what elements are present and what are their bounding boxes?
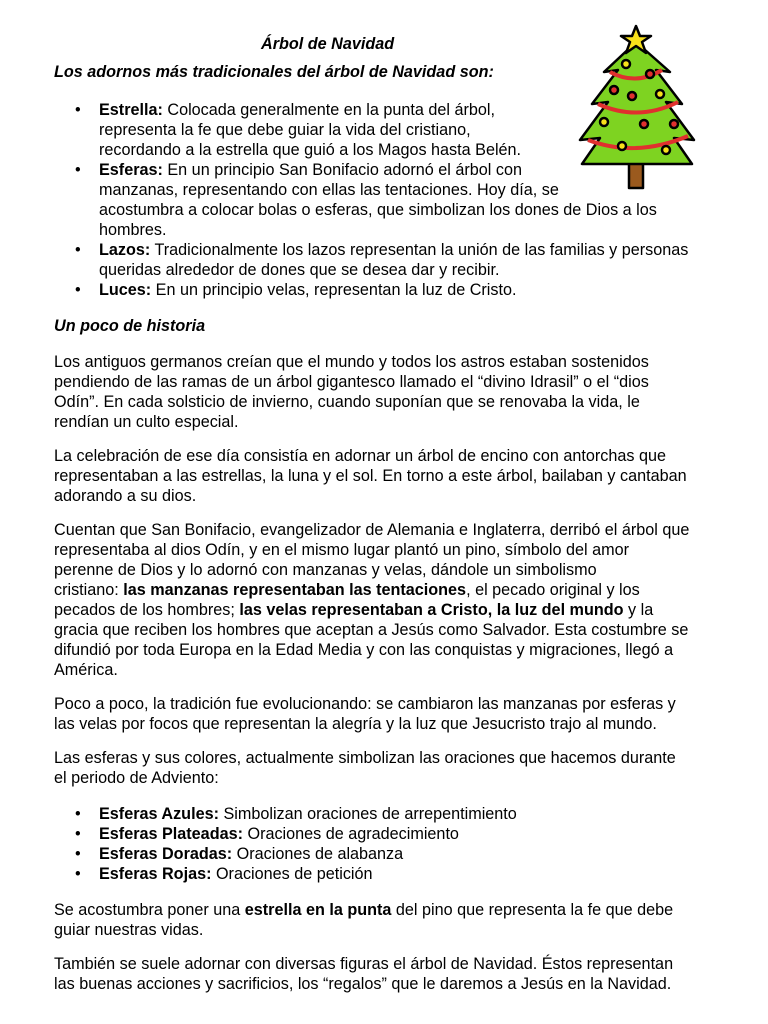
paragraph-text: y la: [623, 601, 654, 619]
adorno-text: Tradicionalmente los lazos representan la unión de las familias y personas: [150, 241, 689, 259]
list-item: [54, 100, 724, 160]
list-item: [54, 280, 724, 300]
paragraph-bonifacio: [54, 520, 724, 680]
paragraph-line: rendían un culto especial.: [54, 413, 239, 431]
document-title: Árbol de Navidad: [261, 35, 395, 53]
paragraph-figuras: [54, 954, 724, 994]
list-item: [54, 160, 724, 240]
esfera-text: Oraciones de agradecimiento: [242, 825, 459, 843]
adorno-text: queridas alrededor de dones que se desea dar y recibir.: [99, 261, 500, 279]
adorno-label: Lazos:: [99, 241, 151, 259]
adorno-text: acostumbra a colocar bolas o esferas, que simbolizan los dones de Dios a los: [99, 201, 657, 219]
adornos-heading: Los adornos más tradicionales del árbol de Navidad son:: [54, 63, 494, 81]
adorno-label: Esferas:: [99, 161, 163, 179]
paragraph-text: , el pecado original y los: [466, 581, 640, 599]
paragraph-celebracion: [54, 446, 724, 506]
esfera-label: Esferas Azules:: [99, 805, 219, 823]
adorno-text: En un principio velas, representan la luz de Cristo.: [151, 281, 517, 299]
paragraph-line: pendiendo de las ramas de un árbol gigantesco llamado el “divino Idrasil” o el “dios: [54, 373, 649, 391]
list-item: [54, 240, 724, 280]
document-body: [54, 34, 724, 994]
paragraph-line: guiar nuestras vidas.: [54, 921, 204, 939]
esfera-text: Oraciones de alabanza: [232, 845, 404, 863]
historia-heading: Un poco de historia: [54, 317, 206, 335]
adorno-label: Luces:: [99, 281, 152, 299]
paragraph-line: difundió por toda Europa en la Edad Media y con las conquistas y migraciones, llegó a: [54, 641, 674, 659]
esfera-label: Esferas Doradas:: [99, 845, 233, 863]
adorno-text: hombres.: [99, 221, 167, 239]
paragraph-line: perenne de Dios y lo adornó con manzanas y velas, dándole un simbolismo: [54, 561, 597, 579]
list-item: [54, 824, 724, 844]
paragraph-text: pecados de los hombres;: [54, 601, 240, 619]
adornos-list: [54, 100, 724, 300]
paragraph-line: las velas por focos que representan la alegría y la luz que Jesucristo trajo al mundo.: [54, 715, 657, 733]
paragraph-line: Odín”. En cada solsticio de invierno, cuando suponían que se renovaba la vida, le: [54, 393, 640, 411]
adorno-text: Colocada generalmente en la punta del árbol,: [162, 101, 495, 119]
adorno-text: representa la fe que debe guiar la vida del cristiano,: [99, 121, 471, 139]
paragraph-line: representaba al dios Odín, y en el mismo lugar plantó un pino, símbolo del amor: [54, 541, 629, 559]
paragraph-line: También se suele adornar con diversas figuras el árbol de Navidad. Éstos representan: [54, 955, 674, 973]
bold-phrase: las velas representaban a Cristo, la luz del mundo: [239, 601, 624, 619]
paragraph-esferas-intro: [54, 748, 724, 788]
paragraph-evolucion: [54, 694, 724, 734]
bold-phrase: estrella en la punta: [244, 901, 392, 919]
paragraph-line: Las esferas y sus colores, actualmente simbolizan las oraciones que hacemos durante: [54, 749, 676, 767]
paragraph-germanos: [54, 352, 724, 432]
adorno-text: En un principio San Bonifacio adornó el árbol con: [162, 161, 522, 179]
paragraph-estrella: [54, 900, 724, 940]
adorno-text: manzanas, representando con ellas las tentaciones. Hoy día, se: [99, 181, 559, 199]
paragraph-line: el periodo de Adviento:: [54, 769, 219, 787]
paragraph-line: Cuentan que San Bonifacio, evangelizador de Alemania e Inglaterra, derribó el árbol que: [54, 521, 690, 539]
list-item: [54, 804, 724, 824]
paragraph-line: La celebración de ese día consistía en adornar un árbol de encino con antorchas que: [54, 447, 666, 465]
paragraph-line: Los antiguos germanos creían que el mundo y todos los astros estaban sostenidos: [54, 353, 649, 371]
paragraph-line: adorando a su dios.: [54, 487, 197, 505]
list-item: [54, 844, 724, 864]
esfera-label: Esferas Plateadas:: [99, 825, 243, 843]
list-item: [54, 864, 724, 884]
esferas-list: [54, 804, 724, 884]
paragraph-line: Poco a poco, la tradición fue evolucionando: se cambiaron las manzanas por esferas y: [54, 695, 676, 713]
paragraph-text: Se acostumbra poner una: [54, 901, 245, 919]
adorno-text: recordando a la estrella que guió a los Magos hasta Belén.: [99, 141, 522, 159]
bold-phrase: las manzanas representaban las tentaciones: [123, 581, 467, 599]
paragraph-text: del pino que representa la fe que debe: [391, 901, 674, 919]
adorno-label: Estrella:: [99, 101, 163, 119]
esfera-text: Oraciones de petición: [211, 865, 373, 883]
esfera-text: Simbolizan oraciones de arrepentimiento: [218, 805, 517, 823]
paragraph-line: América.: [54, 661, 118, 679]
paragraph-line: representaban a las estrellas, la luna y el sol. En torno a este árbol, bailaban y cantaban: [54, 467, 687, 485]
paragraph-line: las buenas acciones y sacrificios, los “regalos” que le daremos a Jesús en la Navidad.: [54, 975, 672, 993]
paragraph-text: cristiano:: [54, 581, 124, 599]
esfera-label: Esferas Rojas:: [99, 865, 212, 883]
paragraph-line: gracia que reciben los hombres que aceptan a Jesús como Salvador. Esta costumbre se: [54, 621, 689, 639]
